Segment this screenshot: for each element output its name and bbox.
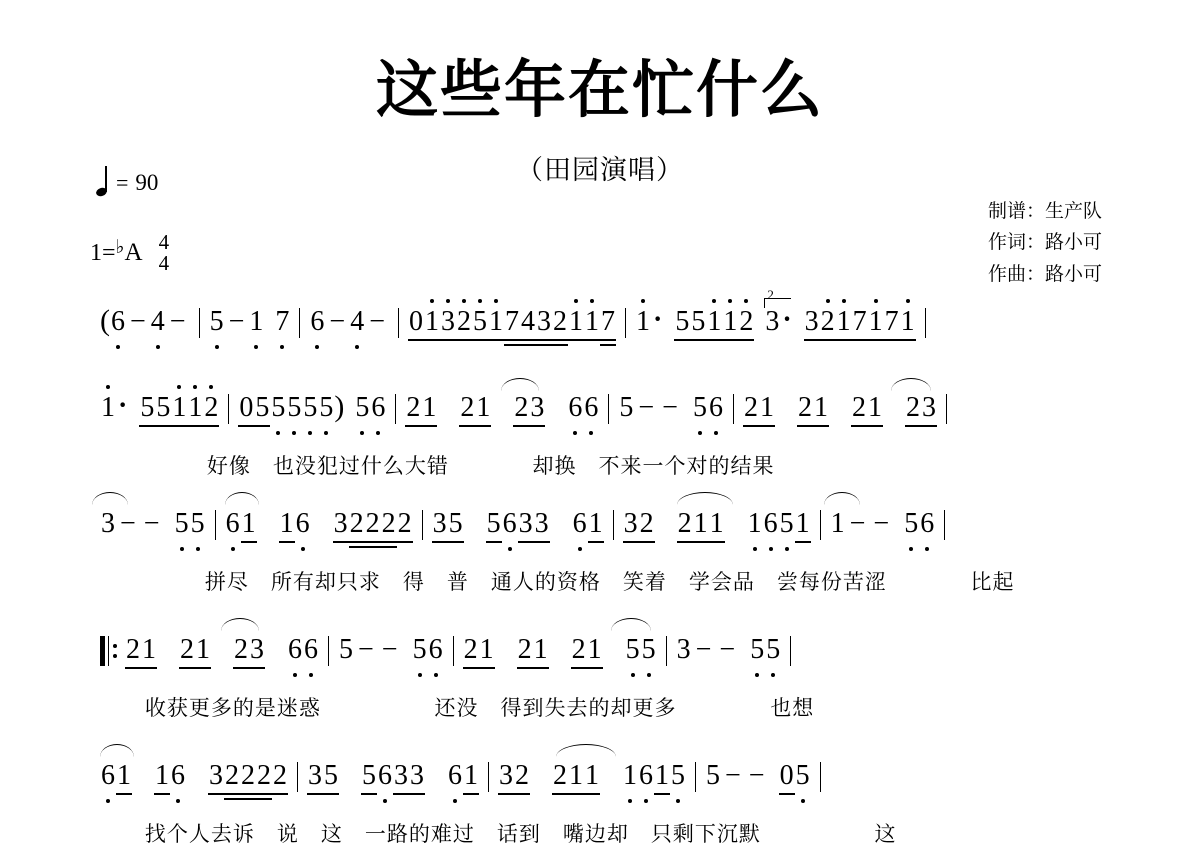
beamed-group [238,392,334,424]
sustain-dash: − [228,306,245,337]
lyric-phrase: 拼尽 所有却只求 得 普 通人的资格 笑着 学会品 尝每份苦涩 [204,571,887,594]
note: 1 [424,306,439,337]
note: 1 [623,760,637,791]
note: 6 [101,760,115,791]
beamed-group [903,508,935,540]
note: 1 [241,508,256,539]
barline [608,394,609,424]
note: 5 [324,760,338,791]
slur [556,744,616,757]
note: 1 [813,392,828,423]
note: 1 [693,508,708,539]
note: 5 [448,508,463,539]
note: 1 [568,306,583,337]
note: 2 [225,760,239,791]
note: 3 [921,392,936,423]
note: 1 [795,508,810,539]
note: 3 [333,508,348,539]
note: 3 [804,306,819,337]
lyric-phrase: 也想 [770,697,815,720]
note: 6 [920,508,935,539]
note: 7 [852,306,867,337]
beamed-group [463,634,657,666]
note: 4 [350,306,365,337]
note: 6 [448,760,462,791]
note: 6 [225,508,240,539]
lyric-row-2 [100,450,1110,480]
note: 3 [530,392,545,423]
slur [100,744,134,757]
note: 6 [763,508,778,539]
note: 2 [743,392,758,423]
flat-icon: ♭ [115,236,125,258]
note: 1 [723,306,738,337]
lyric-row-5 [100,818,1110,848]
barline [199,308,200,338]
note: 2 [180,634,194,665]
sustain-dash: − [329,306,346,337]
page-subtitle: （田园演唱） [516,155,684,185]
beamed-group [498,760,686,792]
note: 5 [140,392,155,423]
note: 5 [486,508,501,539]
key-prefix: 1= [90,239,116,266]
note: 5 [625,634,640,665]
note: 2 [257,760,271,791]
note: 3 [499,760,513,791]
note: 2 [349,508,364,539]
note: 2 [797,392,812,423]
barline [328,636,329,666]
note: 0 [408,306,423,337]
note: 1 [196,634,210,665]
augmentation-dot: · [782,304,792,335]
note: 5 [675,306,690,337]
music-system-1 [0,287,1200,352]
open-paren: ( [100,304,110,337]
note: 5 [156,392,171,423]
note: 2 [905,392,920,423]
time-signature-numerator: 4 [158,230,170,254]
note: 1 [155,760,169,791]
note: 7 [884,306,899,337]
note: 3 [676,634,691,665]
note-row-5 [100,760,1110,806]
note: 1 [759,392,774,423]
note: 6 [502,508,517,539]
close-paren: ) [334,390,345,423]
note: 3 [518,508,533,539]
barline [297,762,298,792]
slur [225,492,259,505]
lyric-phrase: 收获更多的是迷惑 [144,697,321,720]
note: 2 [273,760,287,791]
note: 2 [456,306,471,337]
note: 6 [288,634,302,665]
note: 5 [904,508,919,539]
beamed-group [408,306,616,338]
barline [299,308,300,338]
note: 1 [279,508,294,539]
page-title: 这些年在忙什么 [375,56,824,125]
slur [677,492,733,505]
beamed-group [307,760,479,792]
note: 2 [406,392,421,423]
note: 5 [691,306,706,337]
note: 3 [534,508,549,539]
note: 0 [779,760,794,791]
note: 1 [830,508,845,539]
music-system-2 [0,392,1200,480]
sustain-dash: − [169,306,186,337]
note: 5 [287,392,302,423]
note: 1 [707,306,722,337]
lyric-phrase: 却换 不来一个对的结果 [532,455,775,478]
note: 1 [587,634,602,665]
note: 1 [101,392,115,423]
note: 2 [460,392,475,423]
beamed-group [779,760,811,792]
note: 5 [190,508,205,539]
note: 1 [655,760,669,791]
barline [820,762,821,792]
lyric-phrase: 这 [874,823,897,846]
sustain-dash: − [725,760,741,791]
key-letter: A [124,239,143,266]
note: 6 [572,508,587,539]
note: 1 [709,508,724,539]
time-signature-denominator: 4 [158,251,170,275]
credit-lyricist: 作词：路小可 [987,232,1102,254]
note: 5 [795,760,810,791]
barline [398,308,399,338]
tempo-equals: = [116,170,129,195]
lyric-phrase: 找个人去诉 说 这 一路的难过 话到 嘴边却 只剩下沉默 [144,823,761,846]
barline [625,308,626,338]
note: 1 [867,392,882,423]
note: 6 [378,760,392,791]
note: 4 [520,306,535,337]
slur [92,492,128,505]
note: 5 [692,392,707,423]
note-with-slur [830,508,846,540]
note: 2 [381,508,396,539]
note: 0 [239,392,254,423]
note: 7 [504,306,519,337]
repeat-start-barline [100,636,117,666]
note: 2 [851,392,866,423]
note: 6 [428,634,443,665]
barline [666,636,667,666]
note: 3 [101,508,115,539]
barline [790,636,791,666]
note: 2 [234,634,248,665]
sustain-dash: − [381,634,398,665]
note: 2 [514,392,529,423]
note: 6 [304,634,318,665]
note: 5 [766,634,781,665]
beamed-group [225,508,413,540]
note: 6 [568,392,583,423]
lyric-row-4 [100,692,1110,722]
note: 3 [394,760,408,791]
note: 2 [639,508,654,539]
note: 5 [472,306,487,337]
barline [944,510,945,540]
note: 1 [464,760,478,791]
beamed-group [174,508,206,540]
note: 6 [310,306,325,337]
slur [501,378,539,391]
note: 2 [241,760,255,791]
note: 3 [440,306,455,337]
note: 5 [750,634,765,665]
quarter-note-icon [96,168,110,196]
barline [422,510,423,540]
note: 1 [172,392,187,423]
sustain-dash: − [143,508,160,539]
note: 2 [571,634,586,665]
note: 1 [422,392,437,423]
note: 1 [836,306,851,337]
beamed-group [432,508,604,540]
beamed-group [405,392,599,424]
barline [946,394,947,424]
note-row-4 [100,634,1110,680]
barline [395,394,396,424]
slur [611,618,651,631]
note: 3 [250,634,264,665]
note: 5 [255,392,270,423]
note-row-3 [100,508,1110,554]
note: 1 [588,508,603,539]
beamed-group [623,508,811,540]
lyric-phrase: 还没 得到失去的却更多 [434,697,677,720]
beamed-group [692,392,724,424]
note: 3 [308,760,322,791]
note: 3 [209,760,223,791]
note: 1 [900,306,915,337]
note-row-2 [100,392,1110,438]
sustain-dash: − [695,634,712,665]
credits-block [988,196,1102,290]
note: 6 [708,392,723,423]
slur [221,618,259,631]
barline [228,394,229,424]
note: 3 [765,306,780,337]
note: 1 [585,760,599,791]
note: 2 [677,508,692,539]
slur [891,378,931,391]
note: 5 [319,392,334,423]
note: 2 [820,306,835,337]
note: 5 [412,634,427,665]
note: 1 [488,306,503,337]
note: 2 [204,392,219,423]
lyric-phrase: 好像 也没犯过什么大错 [206,455,449,478]
note: 6 [171,760,185,791]
note: 1 [868,306,883,337]
sustain-dash: − [369,306,385,337]
note: 5 [174,508,189,539]
barline [820,510,821,540]
note: 5 [706,760,720,791]
barline [453,636,454,666]
note: 5 [671,760,685,791]
beamed-group [412,634,444,666]
note: 6 [295,508,310,539]
note: 4 [150,306,165,337]
key-signature [90,232,169,274]
note: 5 [271,392,286,423]
sustain-dash: − [719,634,736,665]
sustain-dash: − [638,392,655,423]
music-system-5 [0,760,1200,848]
note: 1 [479,634,494,665]
note: 5 [641,634,656,665]
note: 5 [209,306,224,337]
slur [824,492,860,505]
beamed-group [100,760,288,792]
note: 2 [517,634,532,665]
music-system-4 [0,634,1200,722]
note: 6 [371,392,386,423]
beamed-group [743,392,937,424]
note: 2 [739,306,754,337]
note: 1 [142,634,156,665]
lyric-row-3 [100,566,1110,596]
note: 1 [635,306,650,337]
music-system-3 [0,508,1200,596]
note: 7 [275,306,290,337]
note: 3 [623,508,638,539]
note: 3 [432,508,447,539]
barline [695,762,696,792]
beamed-group [749,634,781,666]
note: 1 [584,306,599,337]
note: 5 [303,392,318,423]
tempo-marking [96,168,158,196]
note: 1 [533,634,548,665]
tempo-bpm: 90 [135,170,159,195]
sustain-dash: − [849,508,866,539]
sustain-dash: − [120,508,136,539]
note: 1 [569,760,583,791]
sustain-dash: − [358,634,374,665]
note: 3 [410,760,424,791]
sustain-dash: − [662,392,678,423]
note: 5 [339,634,353,665]
augmentation-dot: · [118,390,128,421]
note: 1 [188,392,203,423]
note: 5 [355,392,370,423]
note: 5 [362,760,376,791]
note: 3 [536,306,551,337]
note: 7 [600,306,615,337]
second-ending-bracket: 2 3 [764,306,780,338]
barline [488,762,489,792]
beamed-group [354,392,386,424]
note: 5 [779,508,794,539]
note: 2 [126,634,140,665]
note: 2 [463,634,478,665]
note: 1 [117,760,131,791]
credit-arranger: 制谱：生产队 [987,201,1102,222]
beamed-group [674,306,754,338]
note: 6 [111,306,125,337]
barline [215,510,216,540]
beamed-group [804,306,916,338]
lyric-phrase: 比起 [970,571,1015,594]
note: 1 [249,306,264,337]
barline [733,394,734,424]
note-row-1 [100,287,1110,352]
note: 6 [584,392,599,423]
note: 2 [365,508,380,539]
barline [925,308,926,338]
note: 6 [639,760,653,791]
note: 2 [553,760,567,791]
note: 2 [552,306,567,337]
time-signature [159,232,170,274]
augmentation-dot: · [652,304,663,335]
beamed-group [125,634,319,666]
sustain-dash: − [873,508,890,539]
sustain-dash: − [748,760,765,791]
note-with-slur [100,508,116,540]
note: 5 [619,392,634,423]
note: 1 [747,508,762,539]
note: 2 [397,508,412,539]
sustain-dash: − [130,306,146,337]
beamed-group [139,392,219,424]
credit-composer: 作曲：路小可 [987,263,1102,285]
note: 2 [515,760,529,791]
barline [613,510,614,540]
note: 1 [476,392,491,423]
